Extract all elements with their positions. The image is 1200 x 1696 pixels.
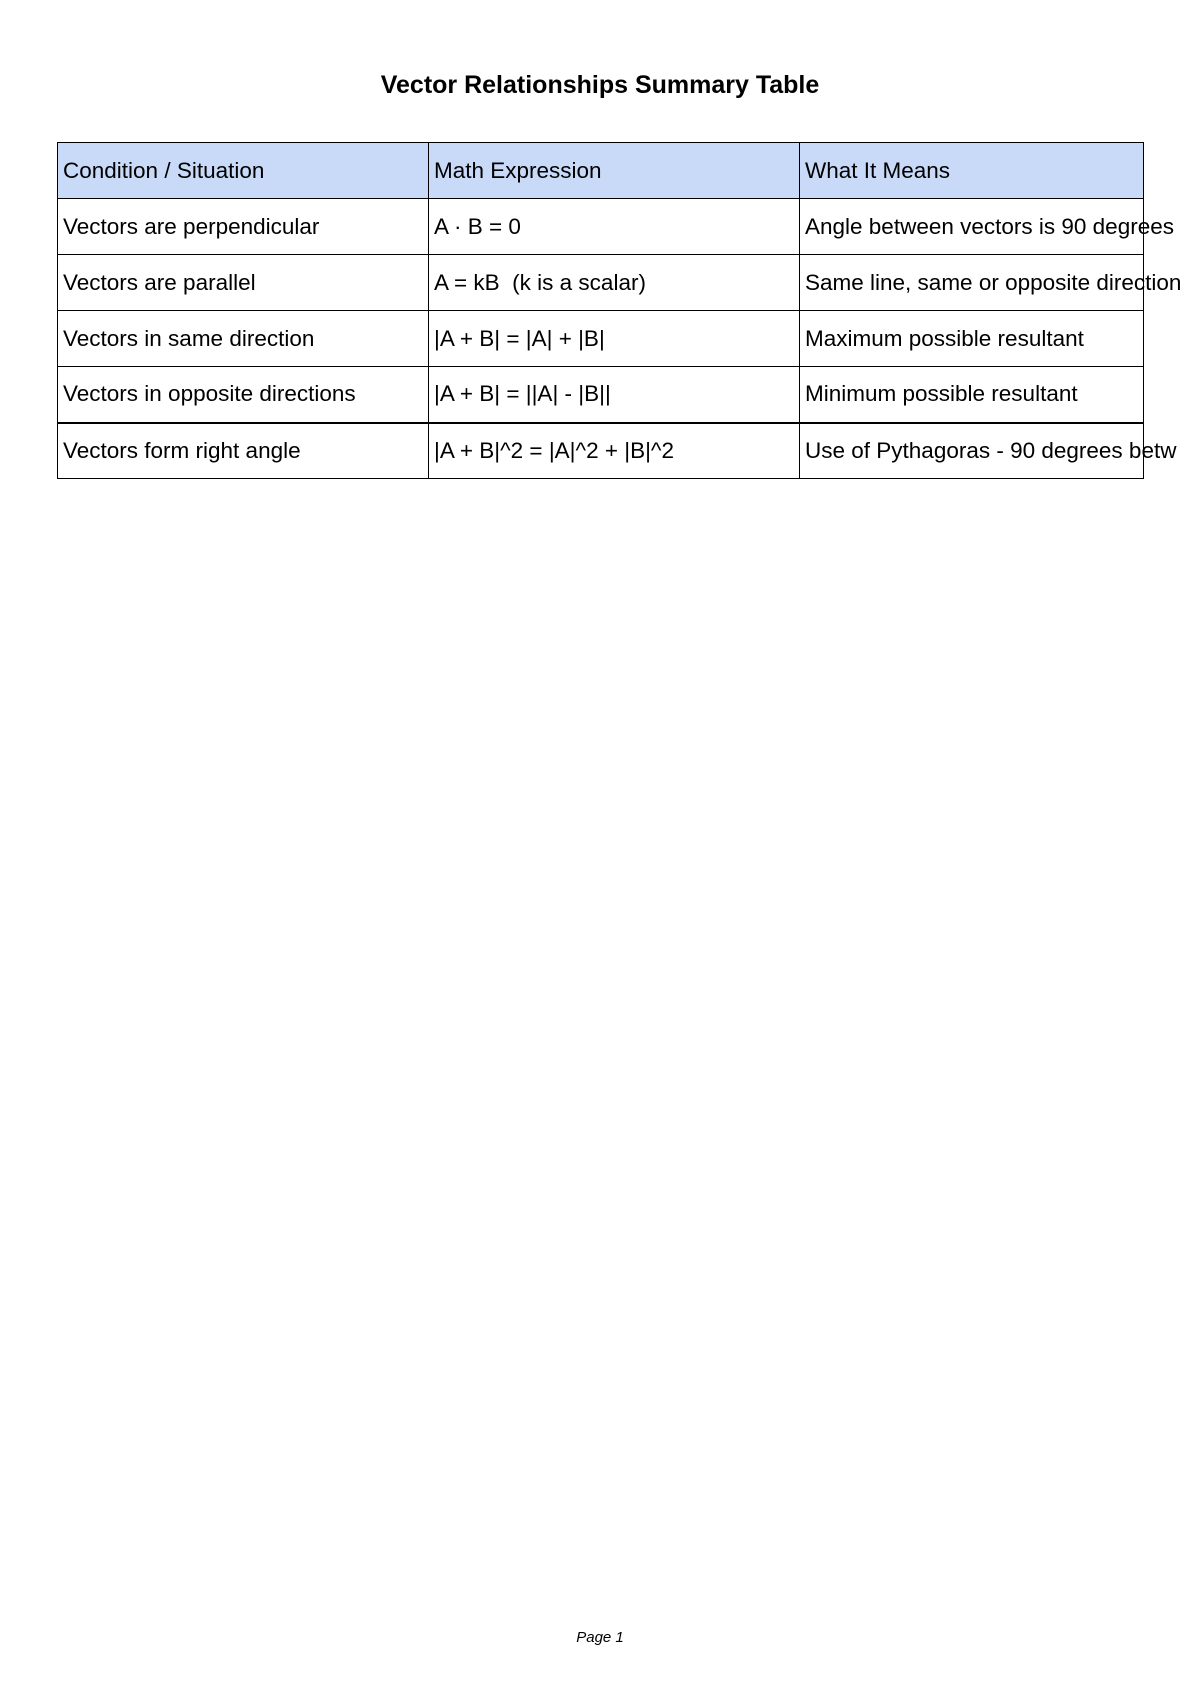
header-math-expression: Math Expression: [429, 143, 800, 199]
header-condition: Condition / Situation: [58, 143, 429, 199]
cell-meaning: Same line, same or opposite direction: [800, 255, 1144, 311]
table-row: [58, 255, 1144, 311]
cell-condition: Vectors are parallel: [58, 255, 429, 311]
cell-math-expression: |A + B|^2 = |A|^2 + |B|^2: [429, 423, 800, 479]
table-header-row: [58, 143, 1144, 199]
table-row: [58, 367, 1144, 423]
cell-math-expression: |A + B| = |A| + |B|: [429, 311, 800, 367]
table-row: [58, 199, 1144, 255]
cell-condition: Vectors in same direction: [58, 311, 429, 367]
cell-meaning: Angle between vectors is 90 degrees: [800, 199, 1144, 255]
cell-math-expression: A = kB (k is a scalar): [429, 255, 800, 311]
cell-math-expression: A · B = 0: [429, 199, 800, 255]
cell-math-expression: |A + B| = ||A| - |B||: [429, 367, 800, 423]
cell-condition: Vectors in opposite directions: [58, 367, 429, 423]
cell-meaning: Maximum possible resultant: [800, 311, 1144, 367]
cell-condition: Vectors are perpendicular: [58, 199, 429, 255]
cell-meaning: Use of Pythagoras - 90 degrees betw: [800, 423, 1144, 479]
page-number: Page 1: [576, 1629, 624, 1646]
page-title: Vector Relationships Summary Table: [380, 71, 820, 99]
table-row: [58, 311, 1144, 367]
summary-table-container: [57, 142, 1200, 488]
table-row: [58, 423, 1144, 479]
summary-table: [57, 142, 1182, 479]
cell-condition: Vectors form right angle: [58, 423, 429, 479]
cell-meaning: Minimum possible resultant: [800, 367, 1144, 423]
header-what-it-means: What It Means: [800, 143, 1144, 199]
